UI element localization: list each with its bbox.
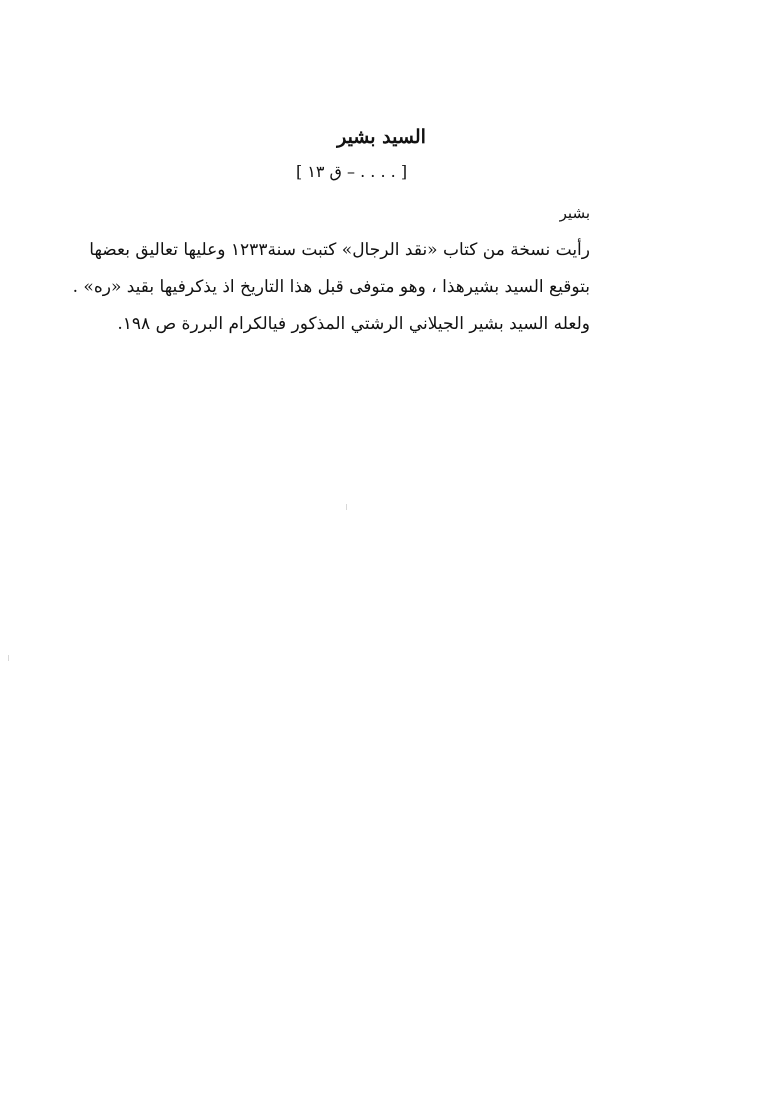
body-line-3: ولعله السيد بشير الجيلاني الرشتي المذكور فيالكرام البررة ص ١٩٨. [117, 314, 590, 334]
entry-title: السيد بشير [337, 126, 426, 148]
entry-dates: [ . . . . – ق ١٣ ] [295, 162, 408, 181]
entry-body [70, 196, 590, 343]
body-line-1: رأيت نسخة من كتاب «نقد الرجال» كتبت سنة١٢٣٣ وعليها تعاليق بعضها [89, 240, 590, 260]
body-line-2: بتوقيع السيد بشيرهذا ، وهو متوفى قبل هذا التاريخ اذ يذكرفيها بقيد «ره» . [72, 277, 590, 297]
scan-speck [346, 504, 347, 510]
body-line-name: بشير [559, 204, 590, 222]
scan-speck [8, 655, 9, 661]
